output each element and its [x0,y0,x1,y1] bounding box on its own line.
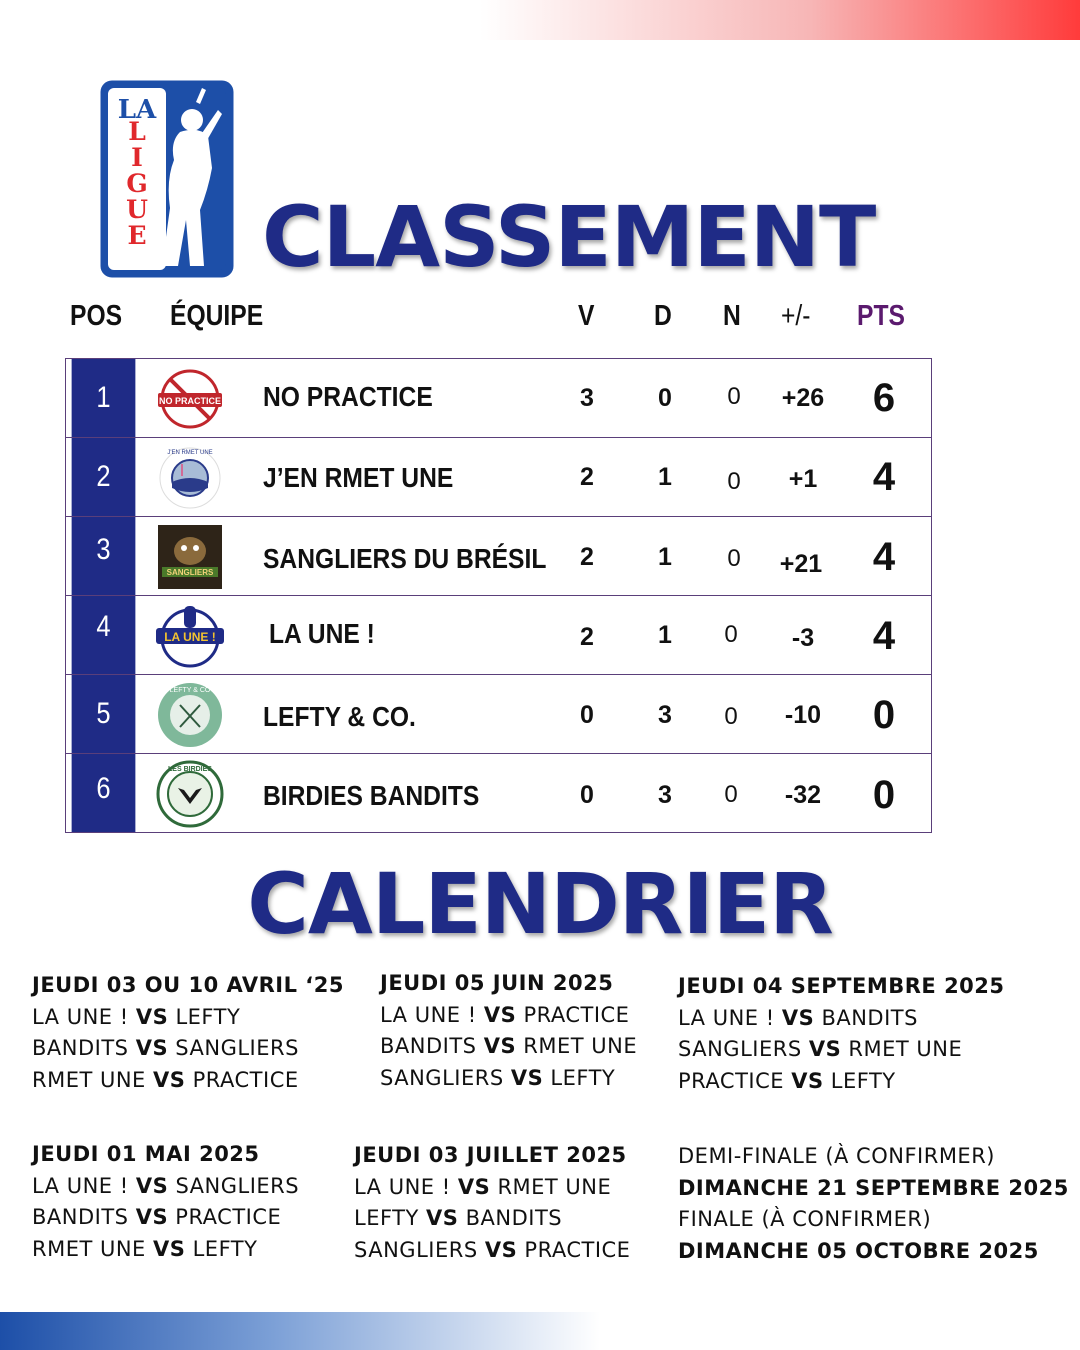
draws: 0 [727,468,741,495]
points: 6 [872,376,896,420]
goal-diff: +21 [779,550,823,578]
match-line: RMET UNE VS LEFTY [32,1236,258,1261]
league-logo [100,80,234,278]
match-line: SANGLIERS VS PRACTICE [354,1237,631,1262]
la-une-logo-icon [156,602,224,670]
header-team: ÉQUIPE [170,300,264,332]
logo-line2: L I G U E [126,117,148,250]
team-name: NO PRACTICE [263,381,433,412]
table-row [66,517,931,596]
match-date: JEUDI 03 OU 10 AVRIL ‘25 [32,973,345,997]
logo-line1: LA [117,95,157,125]
match-line: LA UNE ! VS BANDITS [678,1005,918,1030]
goal-diff: -3 [791,624,815,652]
calendar-block [380,968,637,1094]
team-name: BIRDIES BANDITS [263,780,480,811]
match-line: SANGLIERS VS LEFTY [380,1065,616,1090]
losses: 3 [658,781,672,809]
draws: 0 [727,545,741,572]
team-name: SANGLIERS DU BRÉSIL [263,543,547,574]
points: 4 [872,455,896,499]
lefty-logo-icon [156,681,224,749]
team-name: LEFTY & CO. [263,701,416,732]
goal-diff: +26 [781,384,825,412]
points: 4 [872,614,896,658]
semi-final-date: DIMANCHE 21 SEPTEMBRE 2025 [678,1175,1069,1200]
standings-table [65,358,932,833]
semi-final-label: DEMI-FINALE (À CONFIRMER) [678,1144,995,1168]
position-cell: 3 [72,517,136,595]
header-d: D [654,300,672,332]
draws: 0 [724,621,738,648]
match-line: RMET UNE VS PRACTICE [32,1067,299,1092]
svg-text:NO PRACTICE: NO PRACTICE [158,396,222,406]
svg-text:SANGLIERS: SANGLIERS [166,568,214,577]
header-diff: +/- [781,300,811,332]
points: 0 [872,693,896,737]
match-date: JEUDI 03 JUILLET 2025 [354,1143,627,1167]
position-cell: 2 [72,438,136,516]
no-practice-logo-icon [156,365,224,433]
table-row [66,438,931,517]
wins: 2 [580,623,594,651]
match-date: JEUDI 04 SEPTEMBRE 2025 [678,974,1005,998]
svg-text:LA UNE !: LA UNE ! [164,630,216,644]
match-line: LA UNE ! VS LEFTY [32,1004,241,1029]
calendar-block [354,1140,630,1266]
sangliers-logo-icon [156,523,224,591]
birdies-bandits-logo-icon [156,760,224,828]
match-line: LA UNE ! VS SANGLIERS [32,1173,300,1198]
points: 0 [872,773,896,817]
header-v: V [578,300,595,332]
position-cell: 6 [72,754,136,832]
losses: 1 [658,463,672,491]
final-label: FINALE (À CONFIRMER) [678,1207,932,1231]
table-row [66,754,931,832]
goal-diff: +1 [788,465,818,493]
draws: 0 [727,383,741,410]
wins: 0 [580,781,594,809]
wins: 3 [580,384,594,412]
finals-block [678,1141,1069,1267]
team-name: J’EN RMET UNE [263,462,454,493]
calendar-block [32,970,344,1096]
draws: 0 [724,781,738,808]
match-line: PRACTICE VS LEFTY [678,1068,896,1093]
match-line: LEFTY VS BANDITS [354,1206,563,1230]
header-pos: POS [70,300,123,332]
match-date: JEUDI 05 JUIN 2025 [380,971,614,995]
svg-text:J'EN RMET UNE: J'EN RMET UNE [167,450,213,456]
match-date: JEUDI 01 MAI 2025 [32,1142,260,1166]
table-row [66,359,931,438]
position-cell: 1 [72,359,136,437]
wins: 2 [580,463,594,491]
goal-diff: -10 [784,701,822,729]
top-gradient-bar [480,0,1080,40]
losses: 1 [658,621,672,649]
points: 4 [872,535,896,579]
match-line: BANDITS VS RMET UNE [380,1034,638,1058]
match-line: LA UNE ! VS PRACTICE [380,1002,630,1027]
bottom-gradient-bar [0,1312,600,1350]
losses: 1 [658,543,672,571]
header-pts: PTS [857,300,905,332]
svg-text:LES BIRDIES: LES BIRDIES [168,766,212,773]
calendar-block [32,1139,299,1265]
match-line: BANDITS VS SANGLIERS [32,1036,299,1060]
svg-text:LEFTY & CO: LEFTY & CO [169,687,211,694]
standings-title: CLASSEMENT [262,188,876,286]
match-line: BANDITS VS PRACTICE [32,1205,282,1229]
calendar-title: CALENDRIER [247,855,833,953]
match-line: SANGLIERS VS RMET UNE [678,1037,963,1061]
losses: 0 [658,384,672,412]
draws: 0 [724,703,738,730]
wins: 0 [580,701,594,729]
team-name: LA UNE ! [269,618,375,649]
wins: 2 [580,543,594,571]
final-date: DIMANCHE 05 OCTOBRE 2025 [678,1238,1039,1263]
table-row [66,675,931,754]
losses: 3 [658,701,672,729]
header-n: N [723,300,741,332]
jen-rmet-une-logo-icon [156,444,224,512]
calendar-block [678,971,1005,1097]
goal-diff: -32 [784,781,822,809]
table-row [66,596,931,675]
match-line: LA UNE ! VS RMET UNE [354,1174,612,1199]
position-cell: 4 [72,596,136,674]
position-cell: 5 [72,675,136,753]
